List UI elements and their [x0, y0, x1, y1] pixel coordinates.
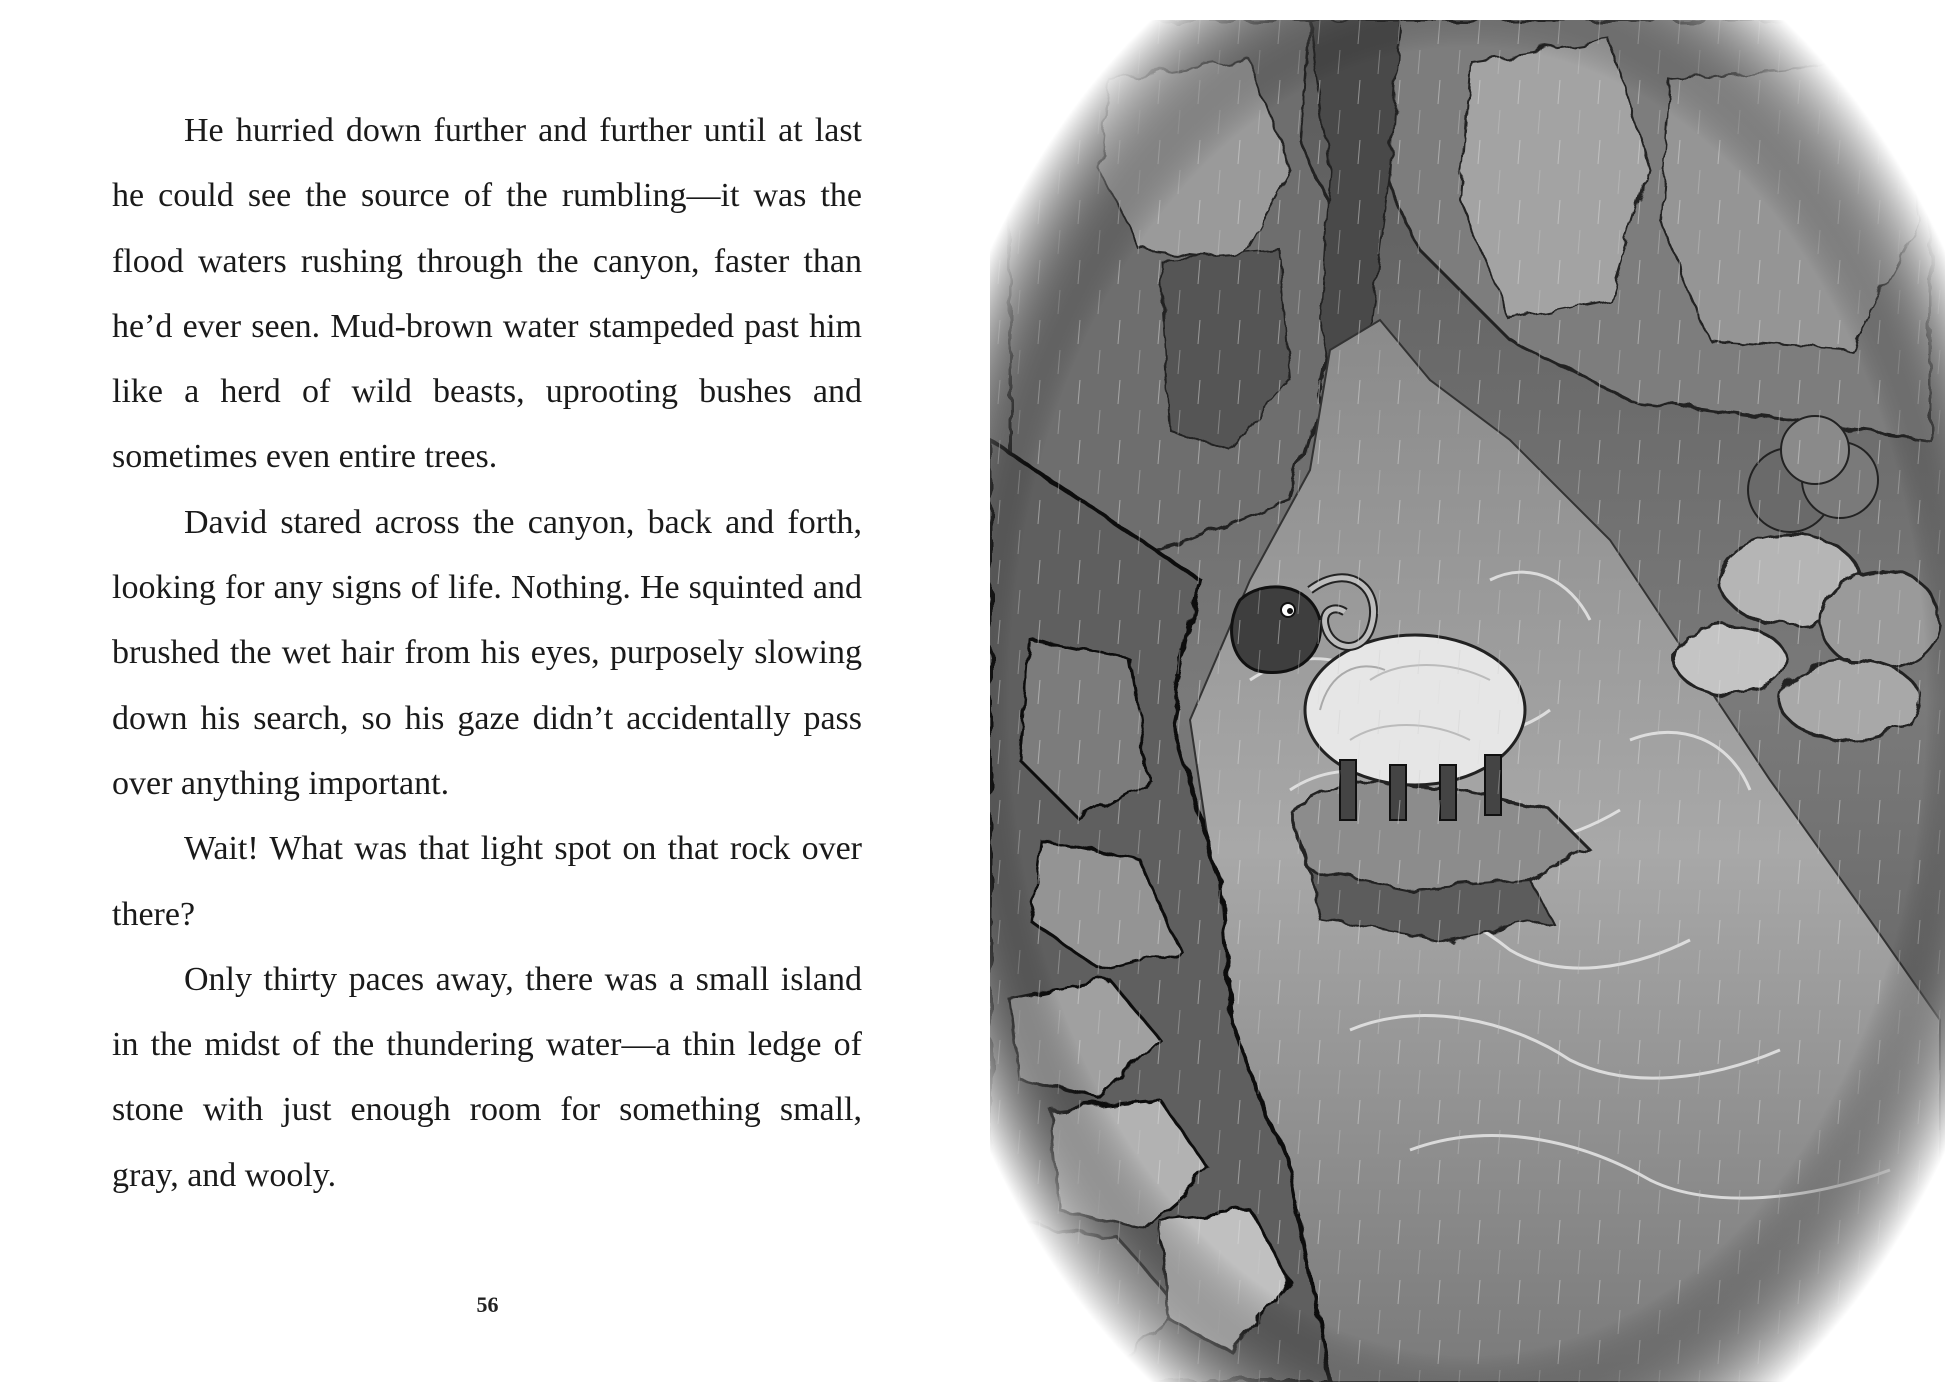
vignette-edge	[990, 20, 1945, 1382]
text-page	[0, 0, 975, 1396]
paragraph: David stared across the canyon, back and forth, looking for any signs of life. Nothing. He squinted and brushed the wet hair from his eyes, purposely slowing down his search, so his gaze didn’t accidentally pass over anything important.	[112, 503, 862, 802]
body-text	[112, 98, 862, 1208]
canyon-flood-illustration	[990, 20, 1945, 1382]
page-number: 56	[476, 1292, 499, 1317]
paragraph: He hurried down further and further until at last he could see the source of the rumbling—it was the flood waters rushing through the canyon, faster than he’d ever seen. Mud-brown water stampeded past him like a herd of wild beasts, uprooting bushes and sometimes even entire trees.	[112, 112, 862, 476]
paragraph: Only thirty paces away, there was a small island in the midst of the thundering water—a thin ledge of stone with just enough room for something small, gray, and wooly.	[112, 960, 862, 1194]
paragraph: Wait! What was that light spot on that rock over there?	[112, 830, 862, 933]
